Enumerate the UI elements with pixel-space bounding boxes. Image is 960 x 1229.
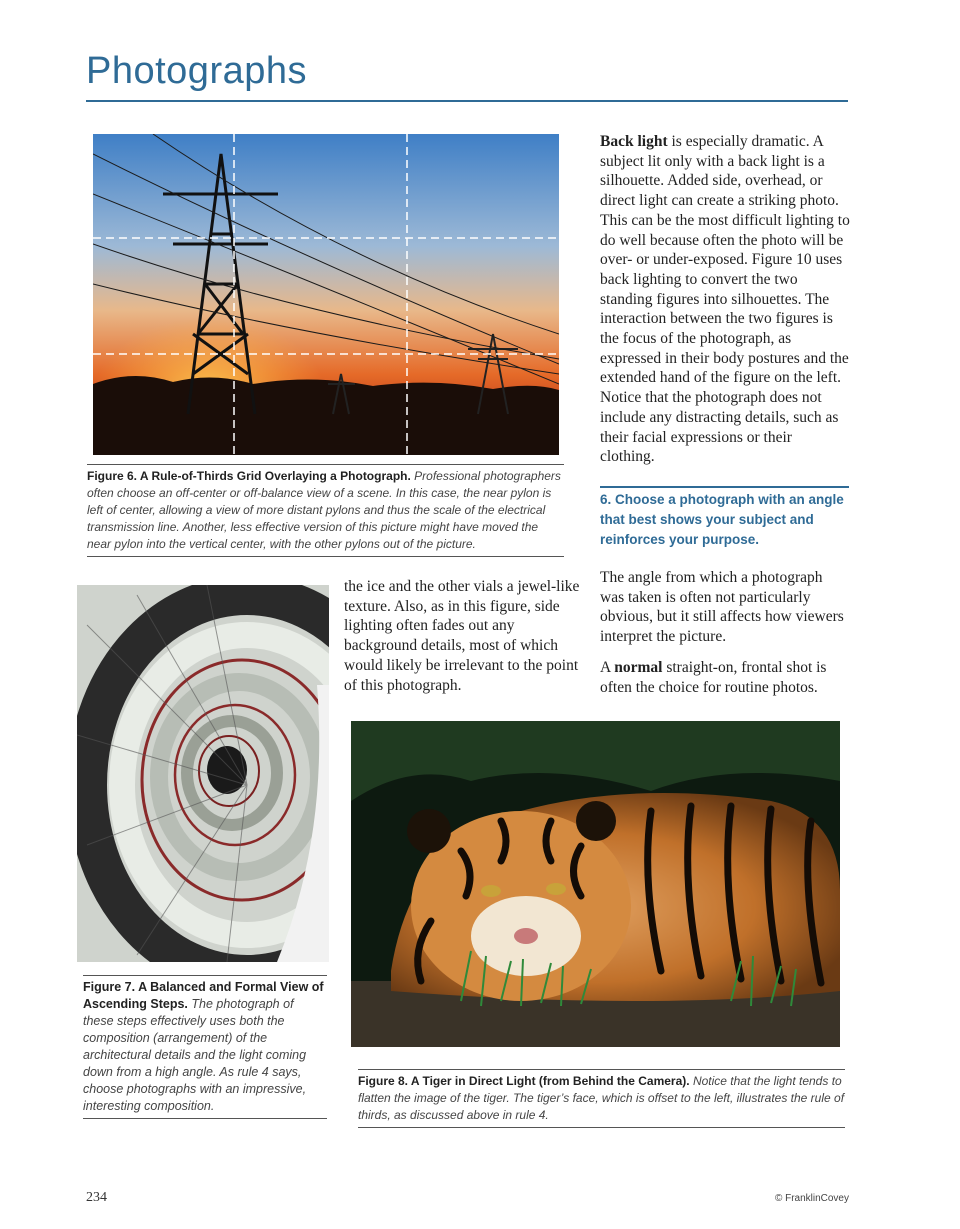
angle-section — [600, 568, 850, 708]
step-divider — [600, 486, 849, 488]
side-light-continuation — [344, 577, 588, 706]
title-divider — [86, 100, 848, 102]
normal-paragraph — [600, 658, 850, 697]
back-light-paragraph — [600, 132, 850, 478]
figure-6-caption — [87, 464, 564, 557]
figure-8-caption-text: Notice that the light tends to flatten the image of the tiger. The tiger’s face, which is offset to the left, illustrates the rule of thirds, as discussed above in rule 4. — [358, 1074, 845, 1122]
figure-6-pylon-photo — [93, 134, 559, 455]
figure-6-caption-text: Professional photographers often choose an off-center or off-balance view of a scene. In this case, the near pylon is left of center, allowing a view of more distant pylons and thus the scale of the electrical transmission line. Another, less effective version of this picture might have moved the near pylon into the vertical center, with the other pylons out of the picture. — [87, 469, 561, 551]
normal-post: straight-on, frontal shot is often the choice for routine photos. — [600, 658, 827, 696]
step-6-heading: 6. Choose a photograph with an angle that best shows your subject and reinforces your purpose. — [600, 492, 844, 547]
copyright-notice: © FranklinCovey — [774, 1193, 849, 1204]
figure-7-caption-text: The photograph of these steps effectively uses both the composition (arrangement) of the architectural details and the light coming down from a high angle. As rule 4 says, choose photographs with an impressive, interesting composition. — [83, 997, 307, 1113]
figure-7-caption — [83, 975, 327, 1119]
page-number: 234 — [86, 1190, 107, 1205]
figure-7-caption-title: Figure 7. A Balanced and Formal View of Ascending Steps. — [83, 980, 324, 1011]
page-title: Photographs — [86, 50, 307, 92]
figure-7-staircase-photo — [77, 585, 329, 962]
back-light-term: Back light — [600, 133, 668, 150]
continuation-text: the ice and the other vials a jewel-like texture. Also, as in this figure, side lighting often fades out any background details, most of which would likely be irrelevant to the point of this photograph. — [344, 578, 580, 694]
figure-6-caption-title: Figure 6. A Rule-of-Thirds Grid Overlaying a Photograph. — [87, 469, 411, 483]
angle-paragraph: The angle from which a photograph was taken is often not particularly obvious, but it still affects how viewers interpret the picture. — [600, 569, 844, 646]
normal-term: normal — [614, 658, 663, 676]
back-light-text: is especially dramatic. A subject lit only with a back light is a silhouette. Added side, overhead, or direct light can create a striking photo. This can be the most difficult lighting to do well because often the photo will be over- or under-exposed. Figure 10 uses back lighting to convert the two standing figures into silhouettes. The interaction between the two figures is the focus of the photograph, as expressed in their body postures and the extended hand of the figure on the left. Notice that the photograph does not include any distracting details, such as their facial expressions or their clothing. — [600, 133, 850, 466]
normal-pre: A — [600, 658, 615, 676]
figure-8-caption-title: Figure 8. A Tiger in Direct Light (from Behind the Camera). — [358, 1074, 690, 1088]
figure-8-tiger-photo — [351, 721, 840, 1047]
figure-8-caption — [358, 1069, 845, 1128]
